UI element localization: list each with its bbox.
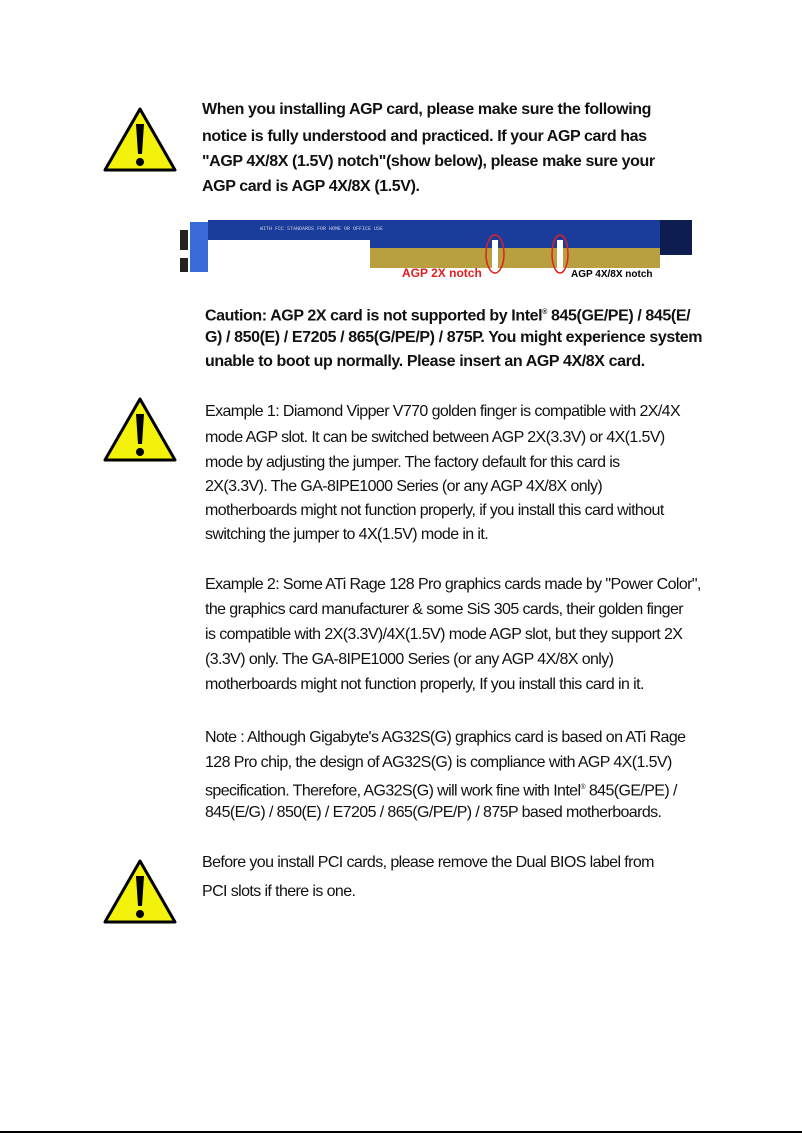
caution-text: 845(GE/PE) / 845(E/ — [546, 307, 691, 325]
caution-line — [205, 303, 690, 326]
example2-line: Example 2: Some ATi Rage 128 Pro graphics cards made by "Power Color", — [205, 576, 701, 593]
example1-line: switching the jumper to 4X(1.5V) mode in it. — [205, 526, 489, 543]
registered-mark: ® — [542, 309, 547, 316]
example2-line: the graphics card manufacturer & some SiS 305 cards, their golden finger — [205, 601, 683, 618]
example1-line: Example 1: Diamond Vipper V770 golden finger is compatible with 2X/4X — [205, 403, 681, 420]
warning-icon — [102, 396, 178, 464]
note-line — [205, 778, 677, 801]
agp-card-figure — [180, 220, 692, 282]
example2-line: motherboards might not function properly, If you install this card in it. — [205, 676, 644, 693]
example1-line: 2X(3.3V). The GA-8IPE1000 Series (or any AGP 4X/8X only) — [205, 478, 603, 495]
registered-mark: ® — [580, 784, 585, 791]
example1-line: mode by adjusting the jumper. The factory default for this card is — [205, 454, 620, 471]
svg-text:WITH FCC STANDARDS FOR HOME OR: WITH FCC STANDARDS FOR HOME OR OFFICE USE — [260, 226, 384, 232]
notice-line: notice is fully understood and practiced. If your AGP card has — [202, 128, 647, 145]
pci-notice-line: PCI slots if there is one. — [202, 883, 356, 900]
note-text: 845(GE/PE) / — [585, 782, 677, 800]
caution-line: unable to boot up normally. Please insert an AGP 4X/8X card. — [205, 353, 645, 370]
notice-line: "AGP 4X/8X (1.5V) notch"(show below), please make sure your — [202, 153, 655, 170]
note-line: 128 Pro chip, the design of AG32S(G) is compliance with AGP 4X(1.5V) — [205, 754, 672, 771]
notice-line: When you installing AGP card, please make sure the following — [202, 101, 651, 118]
agp-2x-notch-label: AGP 2X notch — [402, 266, 482, 280]
note-line: Note : Although Gigabyte's AG32S(G) graphics card is based on ATi Rage — [205, 729, 686, 746]
footer-rule — [0, 1131, 802, 1133]
pci-notice-line: Before you install PCI cards, please remove the Dual BIOS label from — [202, 854, 654, 871]
example1-line: mode AGP slot. It can be switched between AGP 2X(3.3V) or 4X(1.5V) — [205, 429, 665, 446]
example1-line: motherboards might not function properly, if you install this card without — [205, 502, 664, 519]
warning-icon — [102, 858, 178, 926]
example2-line: (3.3V) only. The GA-8IPE1000 Series (or any AGP 4X/8X only) — [205, 651, 614, 668]
note-line: 845(E/G) / 850(E) / E7205 / 865(G/PE/P) / 875P based motherboards. — [205, 804, 662, 821]
agp-4x8x-notch-label: AGP 4X/8X notch — [571, 269, 653, 280]
notice-line: AGP card is AGP 4X/8X (1.5V). — [202, 178, 420, 195]
caution-text: Caution: AGP 2X card is not supported by Intel — [205, 307, 543, 325]
warning-icon — [102, 106, 178, 174]
caution-line: G) / 850(E) / E7205 / 865(G/PE/P) / 875P. You might experience system — [205, 329, 703, 346]
note-text: specification. Therefore, AG32S(G) will work fine with Intel — [205, 782, 581, 800]
example2-line: is compatible with 2X(3.3V)/4X(1.5V) mode AGP slot, but they support 2X — [205, 626, 683, 643]
